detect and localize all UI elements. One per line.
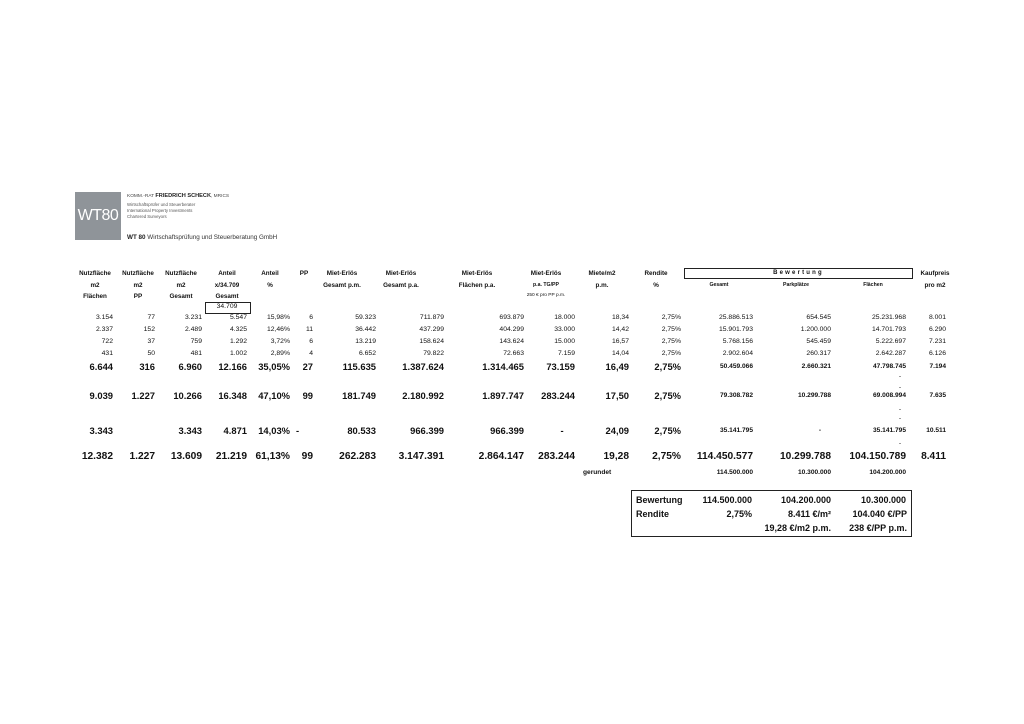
table-cell: 10.511 xyxy=(926,427,946,434)
total-cell: 21.219 xyxy=(215,451,247,462)
table-cell: 1.387.624 xyxy=(402,361,444,372)
table-cell: 35.141.795 xyxy=(872,427,906,434)
table-cell: 6.652 xyxy=(358,350,376,357)
dash-mark: - xyxy=(898,406,902,413)
table-cell: 1.292 xyxy=(229,338,247,345)
table-cell: 966.399 xyxy=(410,425,444,436)
table-cell: 152 xyxy=(143,326,155,333)
column-header: 250 € pro PP p.m. xyxy=(526,293,566,298)
table-cell: 3,72% xyxy=(270,338,290,345)
column-header: p.a. TG/PP xyxy=(533,282,559,288)
table-cell: 7.231 xyxy=(928,338,946,345)
table-cell: 6 xyxy=(309,338,313,345)
table-cell: 27 xyxy=(302,361,313,372)
table-cell: 6.644 xyxy=(89,361,113,372)
column-header: Nutzfläche xyxy=(165,270,197,277)
table-cell: 1.897.747 xyxy=(482,390,524,401)
table-cell: 2,75% xyxy=(661,338,681,345)
table-cell: 33.000 xyxy=(554,326,575,333)
column-header: Gesamt xyxy=(169,293,193,300)
table-cell: 16,57 xyxy=(611,338,629,345)
table-cell: 4 xyxy=(309,350,313,357)
table-cell: 6 xyxy=(309,314,313,321)
total-cell: 283.244 xyxy=(538,451,575,462)
table-cell: 24,09 xyxy=(605,425,629,436)
table-cell: 759 xyxy=(190,338,202,345)
table-cell: 16.348 xyxy=(218,390,247,401)
table-cell: 11 xyxy=(305,326,313,333)
column-header: p.m. xyxy=(595,282,609,289)
table-cell: 2,89% xyxy=(270,350,290,357)
column-header: Miete/m2 xyxy=(588,270,616,277)
table-cell: 37 xyxy=(147,338,155,345)
column-header: Nutzfläche xyxy=(122,270,154,277)
dash-mark: - xyxy=(898,373,902,380)
table-cell: 181.749 xyxy=(342,390,376,401)
column-header: Parkplätze xyxy=(783,282,809,288)
column-header: Gesamt p.m. xyxy=(323,282,361,289)
total-cell: 2.864.147 xyxy=(478,451,524,462)
column-header: Gesamt p.a. xyxy=(383,282,419,289)
dash-mark: - xyxy=(898,440,902,447)
summary-value: 19,28 €/m2 p.m. xyxy=(764,523,831,533)
total-cell: 2,75% xyxy=(652,451,681,462)
table-cell: 7.159 xyxy=(557,350,575,357)
letterhead-line: Wirtschaftsprüfer und Steuerberater xyxy=(127,202,196,207)
column-header: m2 xyxy=(176,282,186,289)
table-cell: 15,98% xyxy=(266,314,290,321)
letterhead-firm: WT 80 Wirtschaftsprüfung und Steuerberatung GmbH xyxy=(127,234,278,241)
table-cell: 404.299 xyxy=(499,326,524,333)
summary-value: 104.200.000 xyxy=(780,495,831,505)
table-cell: 6.960 xyxy=(178,361,202,372)
column-header: Miet-Erlös xyxy=(326,270,358,277)
column-header: Gesamt xyxy=(215,293,239,300)
column-header: % xyxy=(267,282,273,289)
table-cell: 4.871 xyxy=(223,425,247,436)
column-header: pro m2 xyxy=(924,282,946,289)
table-cell: 3.343 xyxy=(89,425,113,436)
table-cell: 5.768.156 xyxy=(722,338,753,345)
table-cell: 431 xyxy=(101,350,113,357)
table-cell: 2,75% xyxy=(661,314,681,321)
table-cell: 7.194 xyxy=(929,363,946,370)
table-cell: 15.000 xyxy=(554,338,575,345)
table-cell: 99 xyxy=(302,390,313,401)
table-cell: 36.442 xyxy=(355,326,376,333)
column-header: PP xyxy=(133,293,143,300)
column-header: m2 xyxy=(90,282,100,289)
table-cell: 10.266 xyxy=(173,390,202,401)
table-cell: 3.231 xyxy=(184,314,202,321)
table-cell: 3.154 xyxy=(95,314,113,321)
table-cell: 2,75% xyxy=(654,425,681,436)
table-cell: 79.308.782 xyxy=(719,392,753,399)
table-cell: 5.222.697 xyxy=(875,338,906,345)
table-cell: 711.879 xyxy=(419,314,444,321)
column-header: Nutzfläche xyxy=(79,270,111,277)
table-cell: 2,75% xyxy=(654,390,681,401)
table-cell: 13.219 xyxy=(355,338,376,345)
dash-mark: - xyxy=(898,384,902,391)
table-cell: 966.399 xyxy=(490,425,524,436)
table-cell: 47.798.745 xyxy=(872,363,906,370)
column-header: Kaufpreis xyxy=(920,270,950,277)
summary-value: 104.040 €/PP xyxy=(852,509,907,519)
table-cell: 283.244 xyxy=(541,390,575,401)
table-cell: 59.323 xyxy=(355,314,376,321)
gerundet-value: 104.200.000 xyxy=(869,469,906,476)
table-cell: 73.159 xyxy=(546,361,575,372)
column-header: PP xyxy=(299,270,309,277)
column-header: x/34.709 xyxy=(214,282,240,289)
table-cell: 72.663 xyxy=(503,350,524,357)
table-cell: 50.459.066 xyxy=(719,363,753,370)
table-cell: 2.489 xyxy=(184,326,202,333)
table-cell: 2,75% xyxy=(661,326,681,333)
table-cell: 3.343 xyxy=(178,425,202,436)
table-cell: 35,05% xyxy=(258,361,290,372)
summary-value: 8.411 €/m² xyxy=(787,509,831,519)
table-cell: 12,46% xyxy=(266,326,290,333)
table-cell: 79.822 xyxy=(423,350,444,357)
table-cell: 260.317 xyxy=(806,350,831,357)
table-cell: 14,04 xyxy=(611,350,629,357)
table-cell: 722 xyxy=(101,338,113,345)
column-header: Anteil xyxy=(218,270,236,277)
table-cell: 2,75% xyxy=(661,350,681,357)
column-header: Rendite xyxy=(644,270,668,277)
table-cell: 69.008.994 xyxy=(872,392,906,399)
summary-label: Bewertung xyxy=(636,495,683,505)
total-cell: 262.283 xyxy=(339,451,376,462)
table-cell: 10.299.788 xyxy=(797,392,831,399)
total-cell: 19,28 xyxy=(603,451,629,462)
column-header: Miet-Erlös xyxy=(461,270,493,277)
table-cell: 80.533 xyxy=(347,425,376,436)
table-cell: 4.325 xyxy=(229,326,247,333)
table-cell: 50 xyxy=(147,350,155,357)
table-cell: 437.299 xyxy=(419,326,444,333)
total-cell: 61,13% xyxy=(255,451,290,462)
dash-mark: - xyxy=(898,415,902,422)
table-cell: 16,49 xyxy=(605,361,629,372)
table-cell: 158.624 xyxy=(419,338,444,345)
table-cell: 7.635 xyxy=(929,392,946,399)
column-header: Gesamt xyxy=(709,282,729,288)
total-cell: 13.609 xyxy=(170,451,202,462)
table-cell: 2.660.321 xyxy=(801,363,831,370)
total-cell: 114.450.577 xyxy=(696,451,753,462)
summary-value: 2,75% xyxy=(726,509,752,519)
summary-label: Rendite xyxy=(636,509,670,519)
table-cell: 2.337 xyxy=(95,326,113,333)
table-cell: 1.200.000 xyxy=(800,326,831,333)
total-cell: 10.299.788 xyxy=(780,451,831,462)
summary-value: 114.500.000 xyxy=(702,495,752,505)
table-cell: 5.547 xyxy=(229,314,247,321)
table-cell: 25.886.513 xyxy=(718,314,753,321)
column-header: Flächen xyxy=(83,293,107,300)
table-cell: 6.126 xyxy=(928,350,946,357)
letterhead-name: KOMM.-RAT FRIEDRICH SCHECK, MRICS xyxy=(127,193,230,199)
table-cell: - xyxy=(818,427,822,434)
column-header: Miet-Erlös xyxy=(530,270,562,277)
table-cell: - xyxy=(296,425,300,436)
column-header: m2 xyxy=(133,282,143,289)
table-cell: 8.001 xyxy=(928,314,946,321)
table-cell: 47,10% xyxy=(258,390,290,401)
table-cell: 14,42 xyxy=(611,326,629,333)
table-cell: 6.290 xyxy=(928,326,946,333)
table-cell: 9.039 xyxy=(89,390,113,401)
table-cell: 2.180.992 xyxy=(402,390,444,401)
total-cell: 1.227 xyxy=(129,451,155,462)
table-cell: 2.642.287 xyxy=(875,350,906,357)
total-cell: 3.147.391 xyxy=(398,451,444,462)
gerundet-value: 10.300.000 xyxy=(797,469,831,476)
total-cell: 99 xyxy=(301,451,313,462)
table-cell: 1.227 xyxy=(131,390,155,401)
gerundet-value: 114.500.000 xyxy=(716,469,753,476)
table-cell: 17,50 xyxy=(605,390,629,401)
letterhead-line: Chartered Surveyors xyxy=(127,214,167,219)
total-cell: 12.382 xyxy=(81,451,113,462)
company-logo: WT80 xyxy=(75,192,121,240)
table-cell: 143.624 xyxy=(499,338,524,345)
table-cell: 25.231.968 xyxy=(871,314,906,321)
table-cell: 12.166 xyxy=(218,361,247,372)
table-cell: 545.459 xyxy=(806,338,831,345)
table-cell: 18,34 xyxy=(611,314,629,321)
anteil-total: 34.709 xyxy=(216,303,238,310)
table-cell: 693.879 xyxy=(499,314,524,321)
table-cell: 77 xyxy=(147,314,155,321)
table-cell: 1.314.465 xyxy=(482,361,524,372)
table-cell: 316 xyxy=(139,361,155,372)
column-header: % xyxy=(653,282,659,289)
table-cell: 14.701.793 xyxy=(871,326,906,333)
column-header: Anteil xyxy=(261,270,279,277)
table-cell: 481 xyxy=(190,350,202,357)
summary-value: 238 €/PP p.m. xyxy=(849,523,907,533)
table-cell: 35.141.795 xyxy=(719,427,753,434)
table-cell: - xyxy=(560,425,564,436)
table-cell: 115.635 xyxy=(342,361,376,372)
table-cell: 1.002 xyxy=(229,350,247,357)
total-cell: 8.411 xyxy=(921,451,946,462)
column-header: Flächen xyxy=(863,282,883,288)
column-header: Flächen p.a. xyxy=(458,282,496,289)
table-cell: 654.545 xyxy=(806,314,831,321)
letterhead-line: International Property Investments xyxy=(127,208,193,213)
bewertung-header: Bewertung xyxy=(684,268,913,279)
table-cell: 15.901.793 xyxy=(718,326,753,333)
table-cell: 18.000 xyxy=(554,314,575,321)
table-cell: 14,03% xyxy=(258,425,290,436)
table-cell: 2.902.604 xyxy=(722,350,753,357)
summary-value: 10.300.000 xyxy=(860,495,906,505)
column-header: Miet-Erlös xyxy=(385,270,417,277)
gerundet-label: gerundet xyxy=(583,469,612,476)
total-cell: 104.150.789 xyxy=(849,451,906,462)
table-cell: 2,75% xyxy=(654,361,681,372)
